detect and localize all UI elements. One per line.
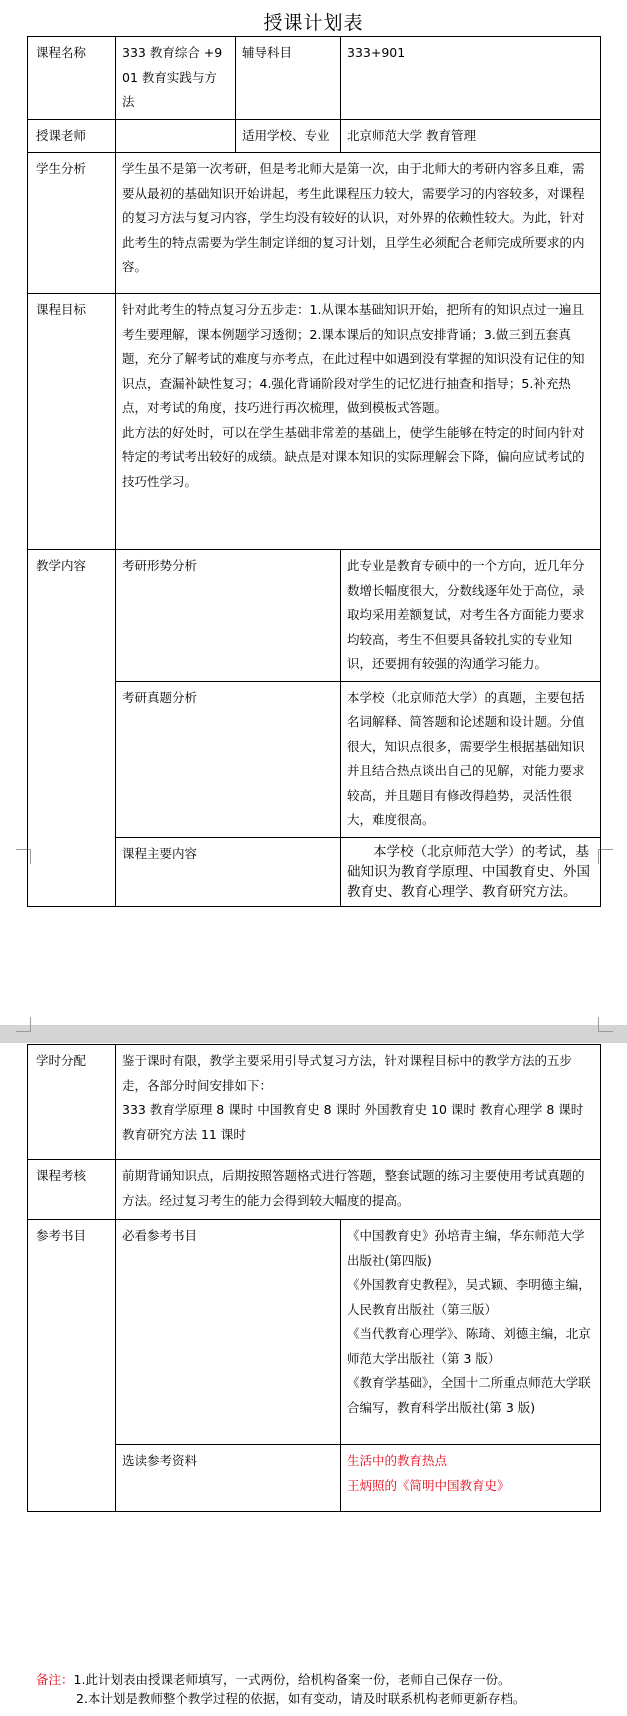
course-goal-para-1: 针对此考生的特点复习分五步走：1.从课本基础知识开始，把所有的知识点过一遍且考生要理解，课本例题学习透彻；2.课本课后的知识点安排背诵；3.做三到五套真题，充分了解考试的难度与亦考点，在此过程中如遇到没有掌握的知识没有记住的知识点，查漏补缺性复习；4.强化背诵阶段对学生的记忆进行抽查和指导；5.补充热点，对考试的角度，技巧进行再次梳理，做到模板式答题。	[122, 302, 585, 415]
assessment-text: 前期背诵知识点，后期按照答题格式进行答题，整套试题的练习主要使用考试真题的方法。经过复习考生的能力会得到较大幅度的提高。	[116, 1160, 601, 1220]
course-name-label: 课程名称	[28, 37, 116, 120]
school-label: 适用学校、专业	[236, 119, 341, 153]
corner-mark	[16, 1017, 31, 1032]
note-line-1: 1.此计划表由授课老师填写，一式两份，给机构备案一份，老师自己保存一份。	[73, 1672, 511, 1687]
plan-table-2	[27, 1044, 601, 1512]
hours-para-2: 333 教育学原理 8 课时 中国教育史 8 课时 外国教育史 10 课时 教育心理学 8 课时 教育研究方法 11 课时	[122, 1102, 584, 1142]
assessment-label: 课程考核	[28, 1160, 116, 1220]
main-content-label: 课程主要内容	[116, 837, 341, 906]
corner-mark	[598, 1017, 613, 1032]
main-content-value: 本学校（北京师范大学）的考试，基础知识为教育学原理、中国教育史、外国教育史、教育心理学、教育研究方法。	[347, 843, 590, 900]
required-books-label: 必看参考书目	[116, 1220, 341, 1445]
references-label: 参考书目	[28, 1220, 116, 1512]
notes-label: 备注：	[36, 1672, 74, 1687]
school-value: 北京师范大学 教育管理	[341, 119, 601, 153]
course-goal-label: 课程目标	[28, 294, 116, 550]
hours-para-1: 鉴于课时有限，教学主要采用引导式复习方法，针对课程目标中的教学方法的五步走，各部分时间安排如下：	[122, 1053, 573, 1093]
teaching-content-label: 教学内容	[28, 550, 116, 907]
page-gap	[0, 1025, 627, 1043]
optional-material: 王炳照的《简明中国教育史》	[347, 1477, 510, 1493]
required-book: 《教育学基础》，全国十二所重点师范大学联合编写，教育科学出版社(第 3 版)	[347, 1375, 591, 1415]
hours-text	[116, 1045, 601, 1160]
main-content-text	[341, 837, 601, 906]
required-book: 《中国教育史》孙培青主编，华东师范大学出版社(第四版)	[347, 1228, 585, 1268]
exam-analysis-text: 本学校（北京师范大学）的真题，主要包括名词解释、简答题和论述题和设计题。分值很大，知识点很多，需要学生根据基础知识并且结合热点谈出自己的见解，对能力要求较高，并且题目有修改得趋势，灵活性很大，难度很高。	[341, 681, 601, 837]
course-goal-para-2: 此方法的好处时，可以在学生基础非常差的基础上，使学生能够在特定的时间内针对特定的考试考出较好的成绩。缺点是对课本知识的实际理解会下降，偏向应试考试的技巧性学习。	[122, 424, 585, 489]
required-book: 《当代教育心理学》、陈琦、刘德主编，北京师范大学出版社（第 3 版）	[347, 1326, 591, 1366]
teacher-value	[116, 119, 236, 153]
page-title: 授课计划表	[263, 12, 364, 34]
teacher-label: 授课老师	[28, 119, 116, 153]
trend-label: 考研形势分析	[116, 550, 341, 682]
course-name-value: 333 教育综合 +901 教育实践与方法	[116, 37, 236, 120]
trend-text: 此专业是教育专硕中的一个方向，近几年分数增长幅度很大，分数线逐年处于高位，录取均采用差额复试，对考生各方面能力要求均较高，考生不但要具备较扎实的专业知识，还要拥有较强的沟通学习能力。	[341, 550, 601, 682]
student-analysis-text: 学生虽不是第一次考研，但是考北师大是第一次，由于北师大的考研内容多且难，需要从最初的基础知识开始讲起，考生此课程压力较大，需要学习的内容较多，对课程的复习方法与复习内容，学生均没有较好的认识，对外界的依赖性较大。为此，针对此考生的特点需要为学生制定详细的复习计划，且学生必须配合老师完成所要求的内容。	[116, 153, 601, 294]
optional-materials-label: 选读参考资料	[116, 1445, 341, 1512]
plan-table-1	[27, 36, 601, 907]
subject-label: 辅导科目	[236, 37, 341, 120]
notes	[36, 1670, 525, 1708]
note-line-2: 2.本计划是教师整个教学过程的依据，如有变动，请及时联系机构老师更新存档。	[76, 1691, 526, 1706]
course-goal-text	[116, 294, 601, 550]
student-analysis-label: 学生分析	[28, 153, 116, 294]
subject-value: 333+901	[341, 37, 601, 120]
required-books-list	[341, 1220, 601, 1445]
required-book: 《外国教育史教程》，吴式颖、李明德主编，人民教育出版社（第三版）	[347, 1277, 591, 1317]
exam-analysis-label: 考研真题分析	[116, 681, 341, 837]
optional-material: 生活中的教育热点	[347, 1453, 448, 1468]
hours-label: 学时分配	[28, 1045, 116, 1160]
optional-materials-list	[341, 1445, 601, 1512]
